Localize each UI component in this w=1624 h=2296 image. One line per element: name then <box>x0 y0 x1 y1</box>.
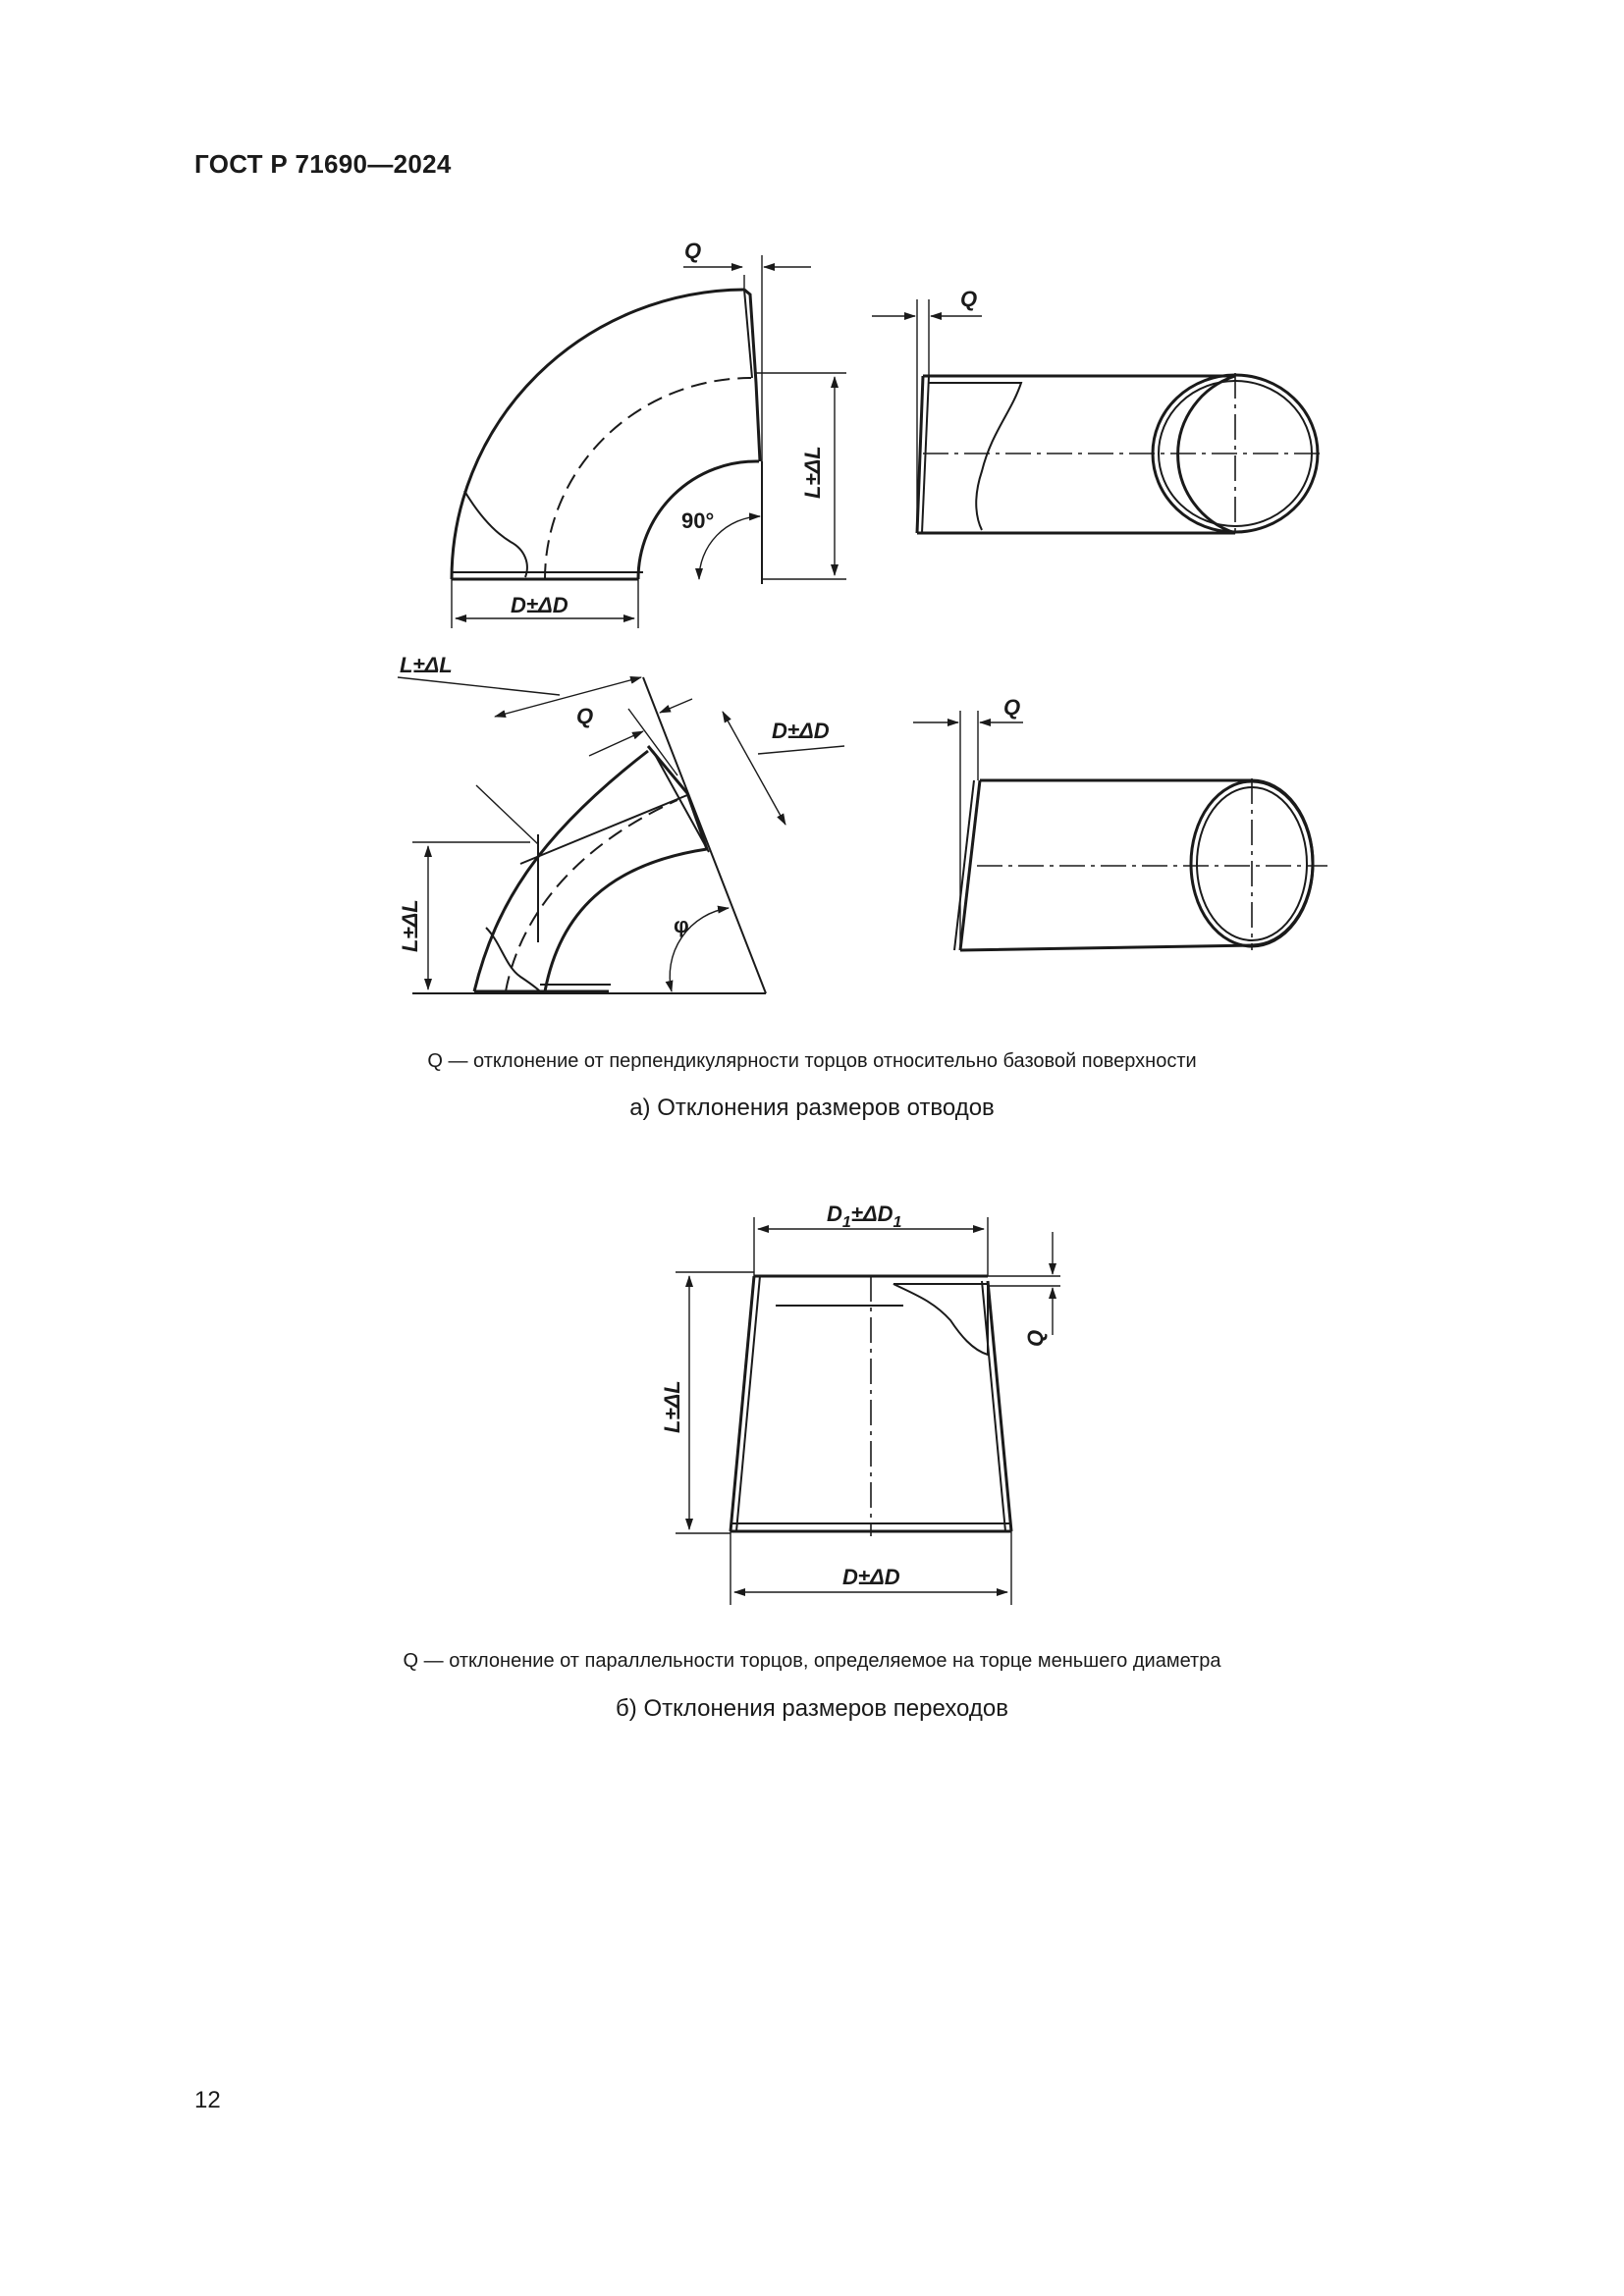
label-q-pipe-bottom: Q <box>1003 695 1021 720</box>
label-d1-reducer: $D_1\pm\Delta D_1$ <box>827 1201 902 1231</box>
figure-a-caption: а) Отклонения размеров отводов <box>629 1095 995 1121</box>
label-angle-90: 90° <box>681 508 715 533</box>
figure-b-note: Q — отклонение от параллельности торцов, определяемое на торце меньшего диаметра <box>403 1650 1221 1672</box>
figure-b-caption: б) Отклонения размеров переходов <box>616 1695 1008 1722</box>
pipe-side-view-bottom <box>913 711 1327 950</box>
elbow-90-drawing <box>452 255 846 628</box>
figure-a-note: Q — отклонение от перпендикулярности торцов относительно базовой поверхности <box>427 1050 1197 1072</box>
label-l-reducer: L±ΔL <box>660 1380 684 1433</box>
label-q-reducer: Q <box>1023 1329 1048 1347</box>
label-l-elbow-angle-vertical: L±ΔL <box>398 899 422 952</box>
pipe-side-view-top <box>872 299 1326 535</box>
label-q-pipe-top: Q <box>960 287 978 311</box>
label-q-elbow90: Q <box>684 239 702 263</box>
label-d-elbow-angle: D±ΔD <box>772 719 830 743</box>
label-q-elbow-angle: Q <box>576 704 594 728</box>
document-header: ГОСТ Р 71690—2024 <box>194 149 452 179</box>
label-l-elbow90: L±ΔL <box>800 446 825 499</box>
label-angle-phi: φ <box>674 913 689 937</box>
label-d-elbow90: D±ΔD <box>511 593 568 617</box>
label-d-reducer: D±ΔD <box>842 1565 900 1589</box>
reducer-drawing <box>676 1217 1060 1605</box>
label-l-elbow-angle-diagonal: L±ΔL <box>400 653 453 677</box>
page-number: 12 <box>194 2087 221 2113</box>
